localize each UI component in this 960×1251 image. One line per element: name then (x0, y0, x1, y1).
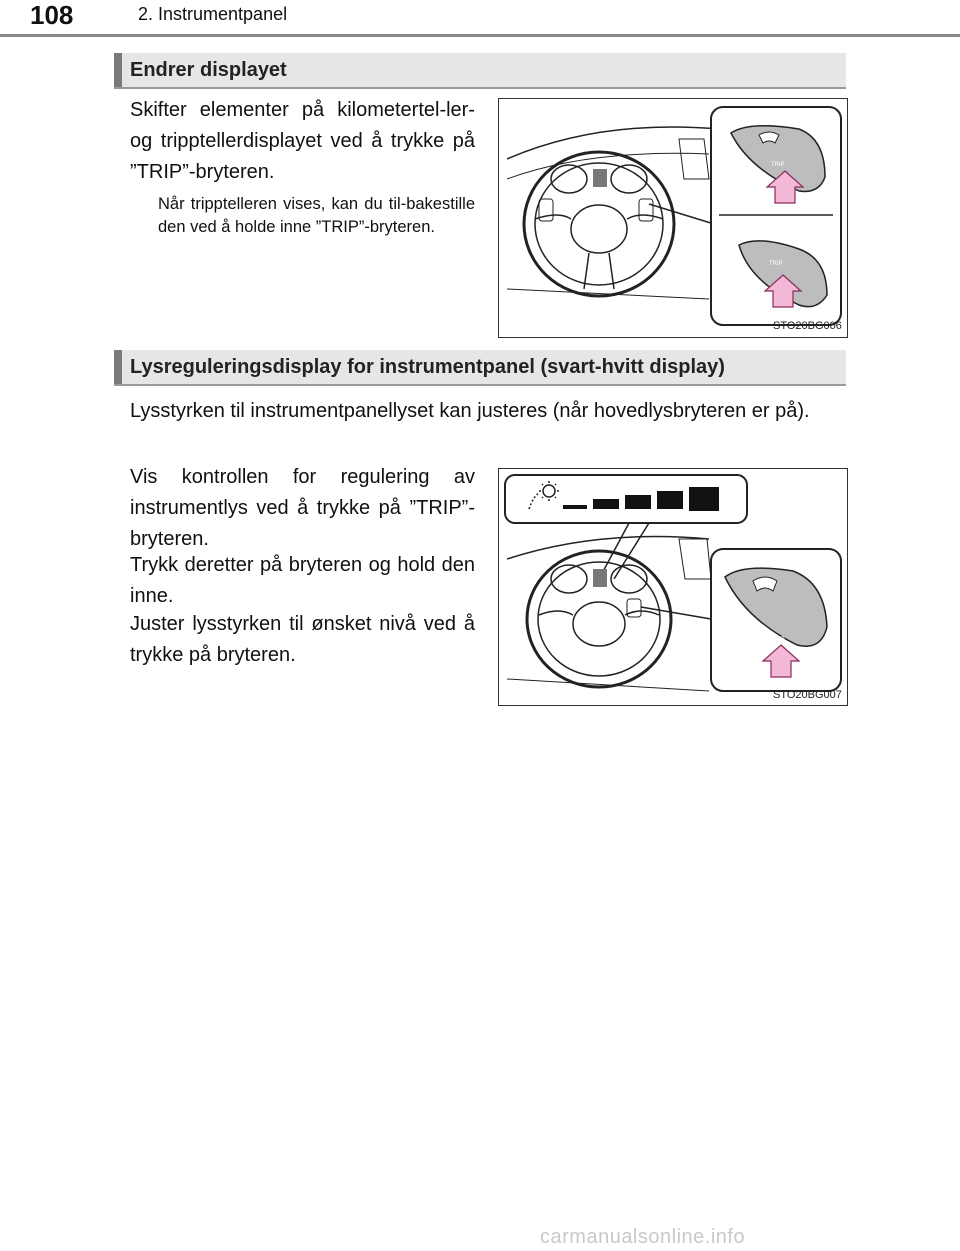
header-divider (0, 34, 960, 37)
section-title: Lysreguleringsdisplay for instrumentpanel (svart-hvitt display) (130, 356, 725, 378)
section-header-endrer-displayet (114, 53, 846, 89)
figure-trip-switch-1 (498, 98, 848, 338)
chapter-title: 2. Instrumentpanel (138, 4, 288, 24)
section2-step3: Juster lysstyrken til ønsket nivå ved å trykke på bryteren. (130, 613, 475, 666)
section-header-bar (114, 350, 122, 384)
trip-label-bottom: TRIP (769, 261, 783, 267)
steering-wheel-illustration (499, 99, 847, 337)
brightness-illustration (499, 469, 847, 705)
section1-paragraph: Skifter elementer på kilometertel-ler- og tripptellerdisplayet ved å trykke på ”TRIP”-bryteren. (130, 99, 475, 183)
trip-label: TRIP (771, 637, 785, 643)
section2-step2: Trykk deretter på bryteren og hold den inne. (130, 554, 475, 607)
section2-step1: Vis kontrollen for regulering av instrumentlys ved å trykke på ”TRIP”-bryteren. (130, 466, 475, 550)
page-number: 108 (30, 0, 74, 30)
figure-code: STO20BG007 (773, 689, 842, 701)
section-title: Endrer displayet (130, 59, 287, 81)
watermark: carmanualsonline.info (540, 1226, 746, 1248)
figure-brightness-display (498, 468, 848, 706)
section1-note: Når tripptelleren vises, kan du til-bakestille den ved å holde inne ”TRIP”-bryteren. (158, 195, 475, 236)
section-header-lysregulering (114, 350, 846, 386)
section-header-bar (114, 53, 122, 87)
section2-intro: Lysstyrken til instrumentpanellyset kan justeres (når hovedlysbryteren er på). (130, 400, 810, 422)
trip-label-top: TRIP (771, 162, 785, 168)
figure-code: STO20BG006 (773, 320, 842, 332)
